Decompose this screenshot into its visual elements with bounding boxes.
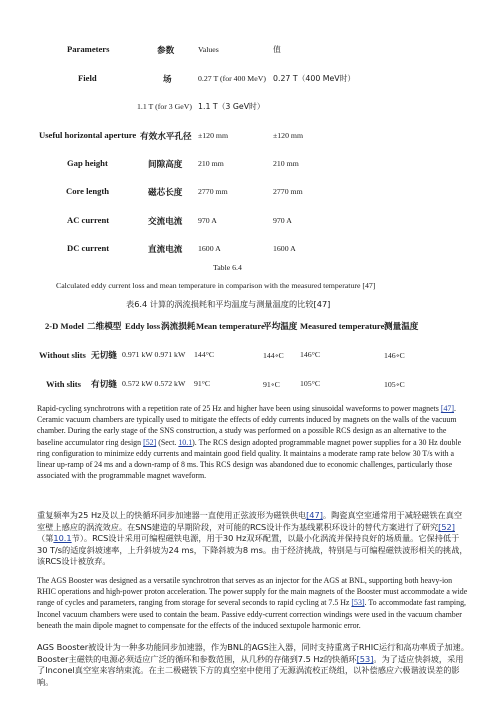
row-aperture-label-zh: 有效水平孔径 bbox=[140, 132, 192, 142]
paragraph-rcs-en bbox=[37, 403, 469, 481]
row-without-slits-measured: 146°C bbox=[300, 350, 321, 359]
reference-link-53-zh[interactable]: [53] bbox=[356, 653, 374, 664]
row-with-slits-measured: 105°C bbox=[300, 379, 321, 388]
header-model: 2-D Model bbox=[45, 321, 84, 331]
reference-link-47[interactable]: [47] bbox=[440, 404, 455, 413]
para2-text: 重复频率为25 Hz及以上的快循环同步加速器一直使用正弦波形为磁铁供电 bbox=[37, 510, 307, 520]
row-with-slits-label: With slits bbox=[46, 379, 81, 389]
row-core-value: 2770 mm bbox=[198, 187, 228, 196]
paragraph-ags-zh bbox=[37, 642, 469, 688]
table-caption-zh bbox=[126, 299, 330, 310]
row-without-slits-loss: 0.971 kW 0.971 kW bbox=[122, 350, 186, 359]
para1-text-3: (Sect. bbox=[156, 437, 179, 447]
header-parameters-zh: 参数 bbox=[157, 46, 175, 56]
para1-text: Rapid-cycling synchrotrons with a repetition rate of 25 Hz and higher have been using sinusoidal waveforms to power magnets bbox=[37, 404, 441, 413]
para2-text-2: 。陶瓷真空室通常用于减轻磁铁在真空室壁上感应的涡流效应。在SNS建造的早期阶段，对可能的RCS设计作为基线累积环设计的替代方案进行了研究 bbox=[37, 510, 463, 532]
reference-link-52[interactable]: [52] bbox=[143, 437, 157, 447]
row-core-label: Core length bbox=[66, 186, 110, 196]
row-with-slits-mean: 91°C bbox=[194, 379, 211, 388]
row-aperture-value: ±120 mm bbox=[198, 131, 229, 140]
row-dc-label: DC current bbox=[67, 243, 110, 253]
header-values: Values bbox=[198, 45, 219, 54]
header-measured-temp: Measured temperature bbox=[300, 321, 385, 331]
para4-text-2: 。为了适应快斜坡，采用了Inconel真空室来容纳束流。在主二极磁铁下方的真空室中使用了无源涡流校正绕组，以补偿感应六极谐波误差的影响。 bbox=[37, 653, 464, 687]
row-dc-label-zh: 直流电流 bbox=[148, 245, 183, 255]
para1-text-4: ). The RCS design adopted programmable magnet power supplies for a 30 Hz double ring configuration to minimize eddy currents and maintain good field quality. It maintains a moderate ramp rate below 30 T/s with a linear up-ramp of 24 ms and a down-ramp of 8 ms. This RCS design was abandoned due to economic challenges, particularly those associated with the programmable magnet waveform. bbox=[37, 437, 462, 481]
reference-link-52-zh[interactable]: [52] bbox=[438, 521, 455, 532]
row-field-value-2-zh: 1.1 T（3 GeV时） bbox=[198, 102, 265, 111]
para2-text-3: （第 bbox=[37, 533, 54, 544]
row-without-slits-mean: 144°C bbox=[194, 350, 215, 359]
row-dc-value: 1600 A bbox=[198, 244, 221, 253]
row-core-value-zh: 2770 mm bbox=[273, 187, 303, 196]
row-with-slits-label-zh: 有切缝 bbox=[91, 380, 117, 390]
paragraph-ags-en bbox=[37, 575, 469, 631]
para4-text: AGS Booster被设计为一种多功能同步加速器，作为BNL的AGS注入器，同时支持重离子RHIC运行和高功率质子加速。Booster主磁铁的电源必须适应广泛的循环和参数范围，从几秒的存储到7.5 Hz的快循环 bbox=[37, 642, 469, 664]
row-ac-label-zh: 交流电流 bbox=[148, 217, 183, 227]
row-gap-label-zh: 间隙高度 bbox=[148, 160, 183, 170]
header-measured-temp-zh: 测量温度 bbox=[384, 322, 419, 332]
row-with-slits-measured-2: 105∘C bbox=[384, 380, 405, 389]
header-values-zh: 值 bbox=[273, 45, 281, 54]
row-ac-label: AC current bbox=[67, 215, 110, 225]
header-mean-temp: Mean temperature bbox=[196, 321, 265, 331]
row-dc-value-zh: 1600 A bbox=[273, 244, 296, 253]
para3-text: The AGS Booster was designed as a versatile synchrotron that serves as an injector for the AGS at BNL, supporting both heavy-ion RHIC operations and high-power proton acceleration. The power supply for the main magnets of the Booster must accommodate a wide range of cycles and parameters, ranging from storage for several seconds to rapid cycling at 7.5 Hz bbox=[37, 576, 468, 608]
row-field-label-zh: 场 bbox=[163, 75, 172, 85]
row-gap-value-zh: 210 mm bbox=[273, 159, 299, 168]
row-field-value: 0.27 T (for 400 MeV) bbox=[198, 74, 266, 83]
row-without-slits-label: Without slits bbox=[39, 350, 86, 360]
row-core-label-zh: 磁芯长度 bbox=[148, 188, 183, 198]
header-mean-temp-zh: 平均温度 bbox=[263, 322, 298, 332]
paragraph-rcs-zh bbox=[37, 510, 469, 568]
row-field-value-zh: 0.27 T（400 MeV时） bbox=[273, 74, 356, 83]
row-ac-value: 970 A bbox=[198, 216, 217, 225]
row-without-slits-measured-2: 146∘C bbox=[384, 351, 405, 360]
para3-text-2: . To accommodate fast ramping, Inconel vacuum chambers were used to contain the beam. Passive eddy-current correction windings were used in the vacuum chamber beneath the main dipole magnet to compensate for the effects of the induced sextupole harmonic error. bbox=[37, 598, 466, 630]
row-without-slits-label-zh: 无切缝 bbox=[91, 351, 117, 361]
reference-link-53[interactable]: [53] bbox=[351, 598, 365, 608]
row-field-label: Field bbox=[78, 73, 97, 83]
table-caption bbox=[56, 281, 375, 290]
table-number: Table 6.4 bbox=[213, 263, 242, 272]
section-link-10-1[interactable]: 10.1 bbox=[178, 437, 193, 447]
row-with-slits-loss: 0.572 kW 0.572 kW bbox=[122, 379, 186, 388]
row-ac-value-zh: 970 A bbox=[273, 216, 292, 225]
header-eddy-loss: Eddy loss bbox=[125, 321, 161, 331]
caption-text-zh: 表6.4 计算的涡流损耗和平均温度与测量温度的比较[47] bbox=[126, 299, 331, 309]
caption-text: Calculated eddy current loss and mean temperature in comparison with the measured temperature [47] bbox=[56, 281, 376, 290]
row-aperture-label: Useful horizontal aperture bbox=[39, 130, 137, 140]
reference-link-47-zh[interactable]: [47] bbox=[306, 510, 323, 520]
row-gap-label: Gap height bbox=[67, 158, 108, 168]
header-parameters: Parameters bbox=[67, 44, 110, 54]
para1-text-2: . Ceramic vacuum chambers are typically used to mitigate the effects of eddy currents induced by magnets on the walls of the vacuum chamber. During the early stage of the SNS construction, a study was performed on a possible RCS design as an alternative to the baseline accumulator ring design bbox=[37, 404, 457, 447]
row-field-value-2: 1.1 T (for 3 GeV) bbox=[137, 102, 192, 111]
para2-text-4: 节）。RCS设计采用可编程磁铁电源，用于30 Hz双环配置，以最小化涡流并保持良好的场质量。它保持低于30 T/s的适度斜坡速率，上升斜坡为24 ms，下降斜坡为8 ms。由于经济挑战，特别是与可编程磁铁波形相关的挑战，该RCS设计被放弃。 bbox=[37, 533, 468, 567]
row-with-slits-mean-2: 91∘C bbox=[263, 380, 280, 389]
row-aperture-value-zh: ±120 mm bbox=[273, 131, 304, 140]
section-link-10-1-zh[interactable]: 10.1 bbox=[53, 533, 72, 544]
header-eddy-loss-zh: 涡流损耗 bbox=[161, 322, 196, 332]
header-model-zh: 二维模型 bbox=[87, 322, 122, 332]
row-gap-value: 210 mm bbox=[198, 159, 224, 168]
row-without-slits-mean-2: 144∘C bbox=[263, 351, 284, 360]
